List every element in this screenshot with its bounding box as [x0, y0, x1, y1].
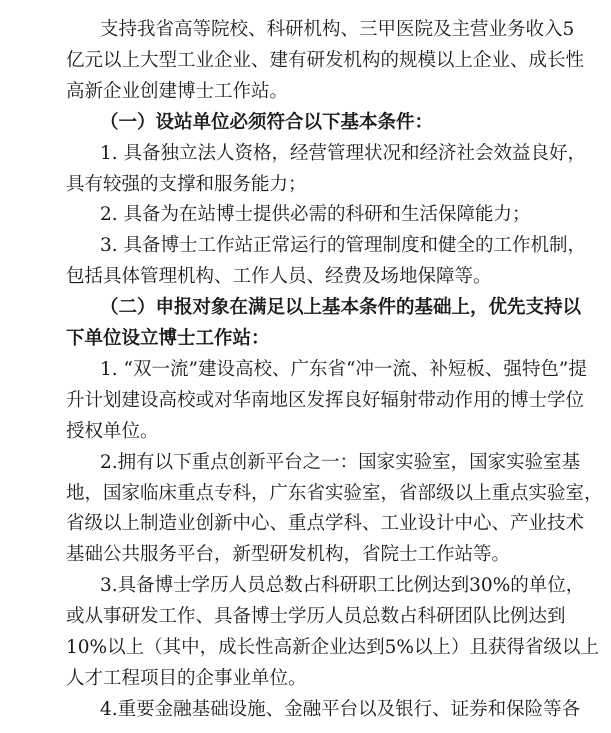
section1-item1-line1: 1. 具备独立法人资格，经营管理状况和经济社会效益良好，	[100, 143, 587, 164]
intro-line-3: 高新企业创建博士工作站。	[66, 81, 289, 102]
section2-item2-line1: 2.拥有以下重点创新平台之一：国家实验室，国家实验室基	[100, 452, 581, 473]
section2-item3-line2: 或从事研发工作、具备博士学历人员总数占科研团队比例达到	[66, 606, 566, 627]
intro-line-1: 支持我省高等院校、科研机构、三甲医院及主营业务收入5	[100, 19, 575, 40]
section1-item3-line2: 包括具体管理机构、工作人员、经费及场地保障等。	[66, 266, 492, 287]
section1-heading: （一）设站单位必须符合以下基本条件：	[100, 112, 434, 133]
intro-line-2: 亿元以上大型工业企业、建有研发机构的规模以上企业、成长性	[66, 50, 585, 71]
section2-item1-line2: 升计划建设高校或对华南地区发挥良好辐射带动作用的博士学位	[66, 390, 585, 411]
section2-item3-line4: 人才工程项目的企事业单位。	[66, 668, 307, 689]
section2-heading-line1: （二）申报对象在满足以上基本条件的基础上，优先支持以	[100, 297, 582, 318]
section1-item3-line1: 3. 具备博士工作站正常运行的管理制度和健全的工作机制，	[100, 235, 587, 256]
section2-item1-line1: 1. “双一流”建设高校、广东省“冲一流、补短板、强特色”提	[100, 359, 587, 380]
section2-item4-line1: 4.重要金融基础设施、金融平台以及银行、证券和保险等各	[100, 699, 581, 720]
section2-item2-line3: 省级以上制造业创新中心、重点学科、工业设计中心、产业技术	[66, 513, 585, 534]
section2-item2-line4: 基础公共服务平台，新型研发机构，省院士工作站等。	[66, 544, 511, 565]
section2-item1-line3: 授权单位。	[66, 421, 159, 442]
section2-item2-line2: 地，国家临床重点专科，广东省实验室，省部级以上重点实验室，	[66, 483, 603, 504]
section2-heading-line2: 下单位设立博士工作站：	[66, 328, 270, 349]
section2-item3-line1: 3.具备博士学历人员总数占科研职工比例达到30%的单位，	[100, 575, 585, 596]
section1-item2-line1: 2. 具备为在站博士提供必需的科研和生活保障能力；	[100, 204, 531, 225]
section1-item1-line2: 具有较强的支撑和服务能力；	[66, 174, 307, 195]
section2-item3-line3: 10%以上（其中，成长性高新企业达到5%以上）且获得省级以上	[66, 637, 599, 658]
